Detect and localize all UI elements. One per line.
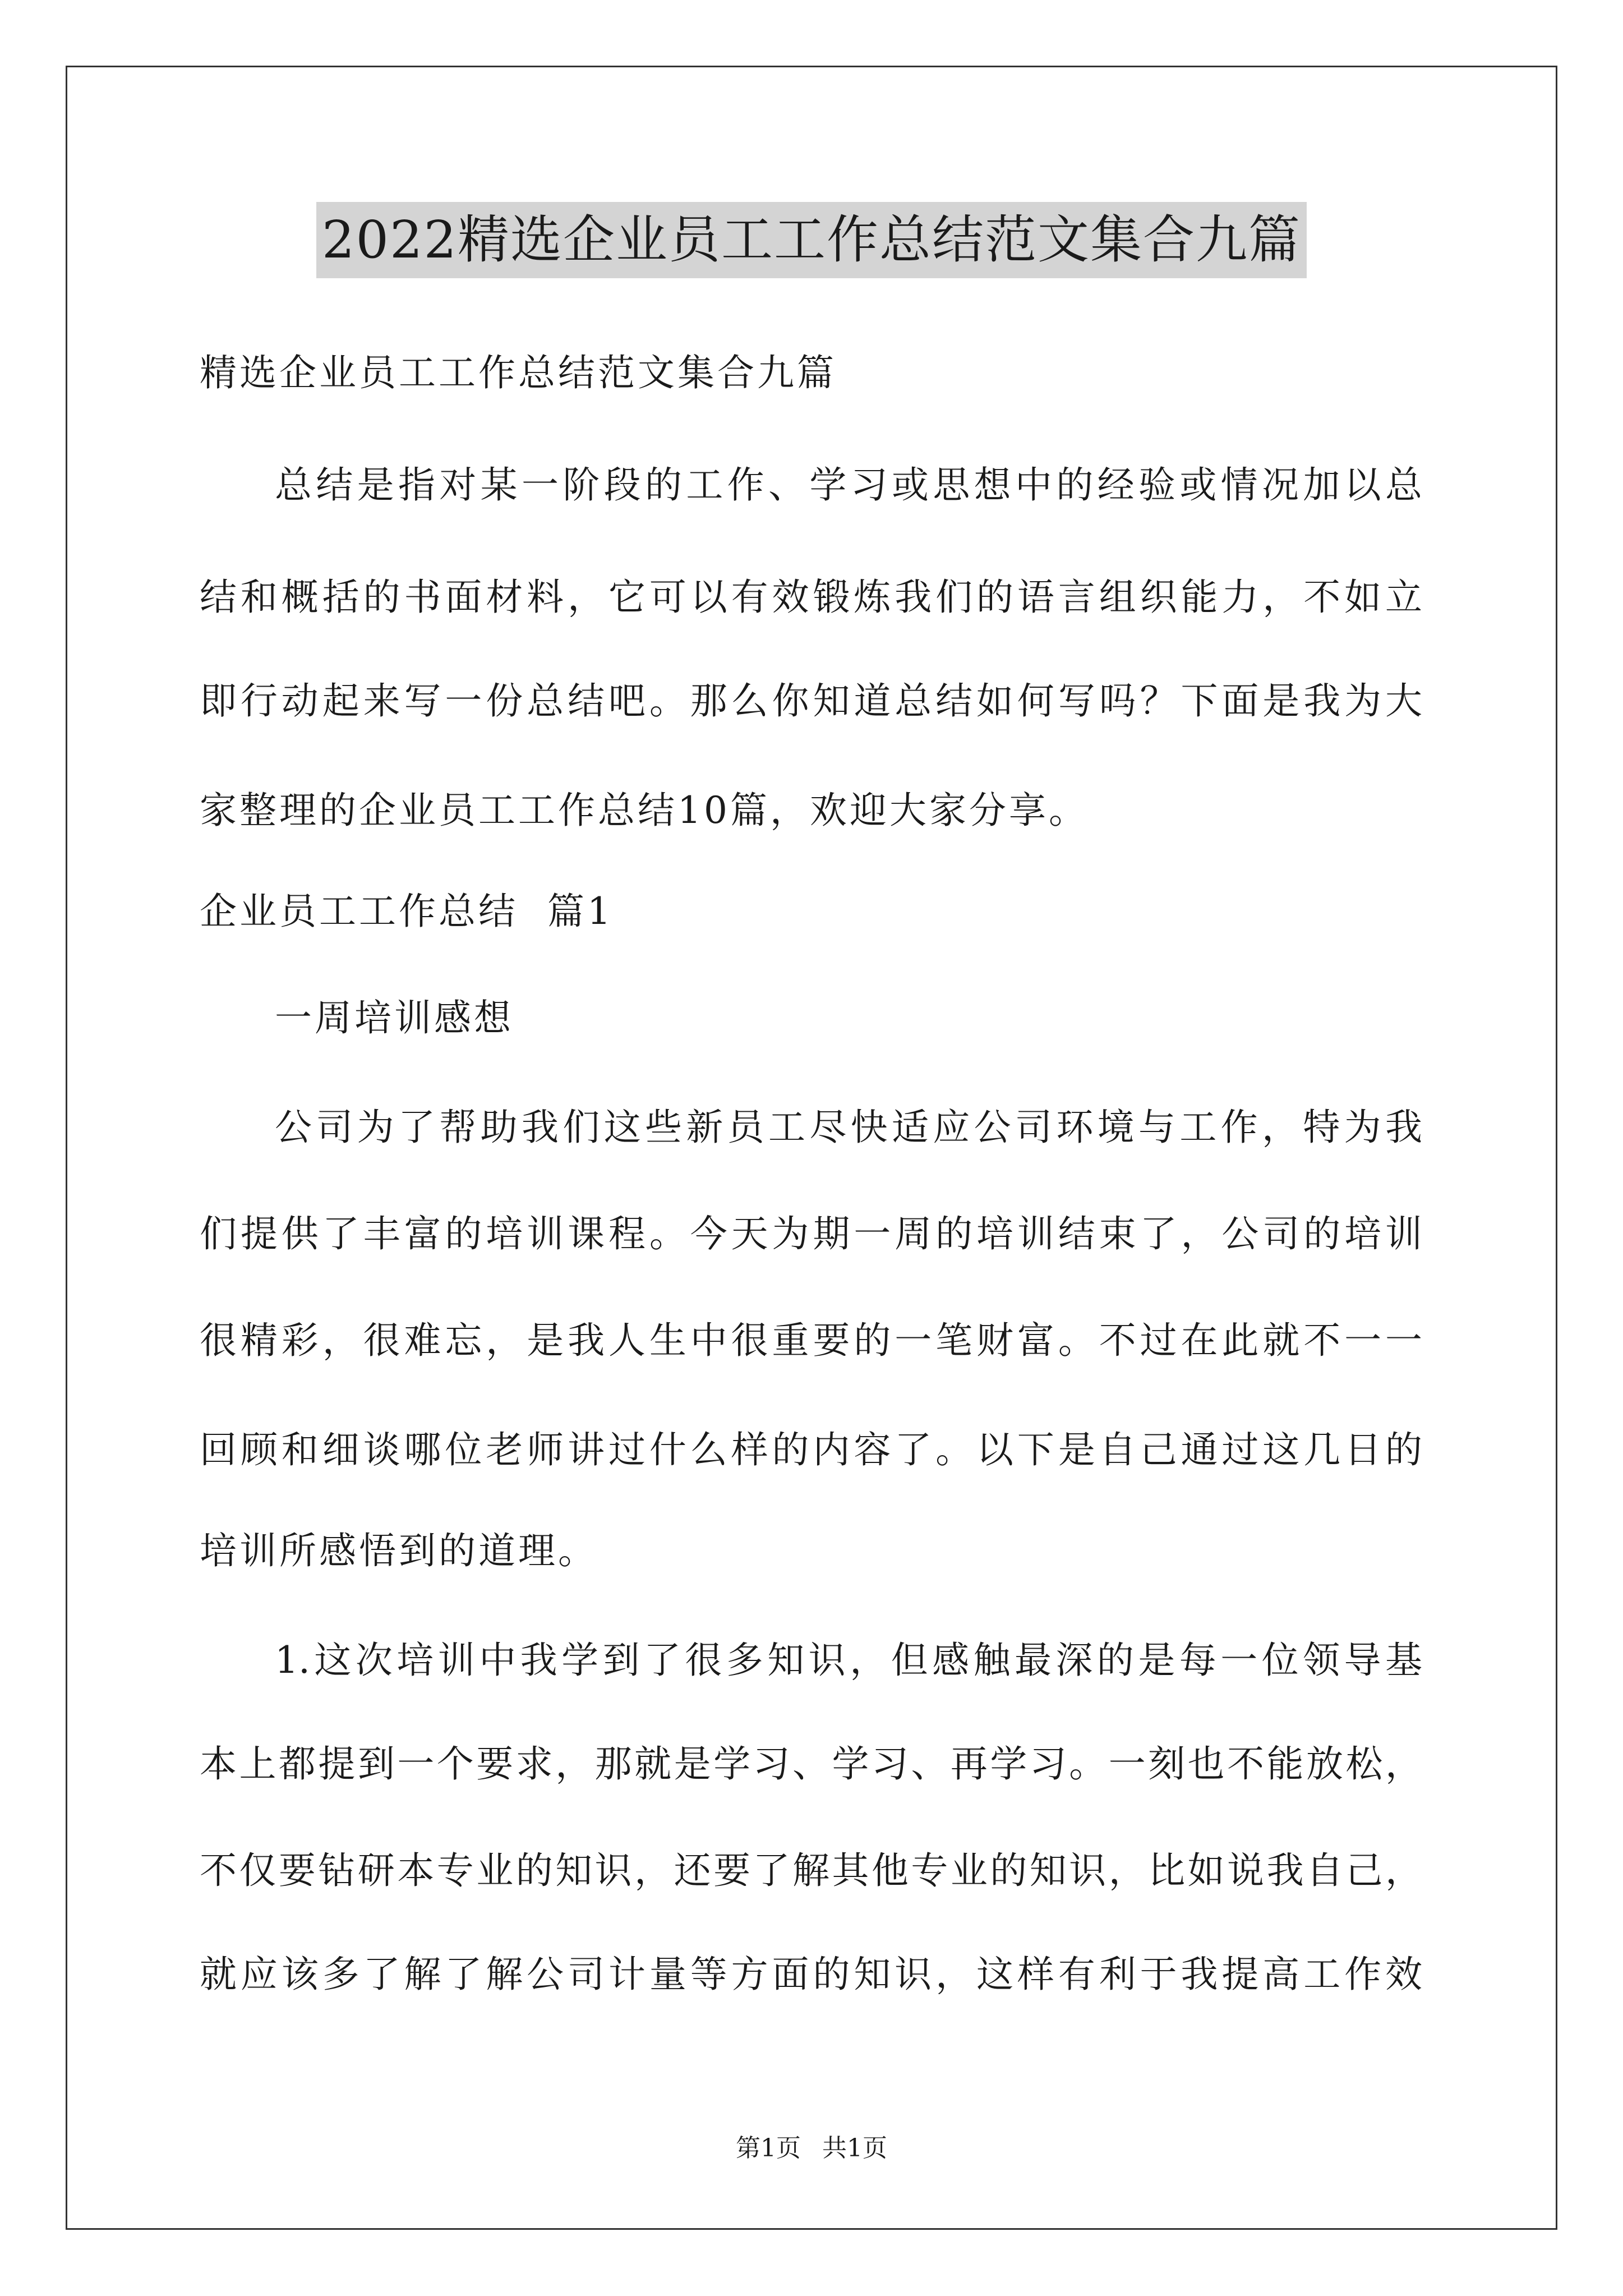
para2-line-2: 本上都提到一个要求，那就是学习、学习、再学习。一刻也不能放松，	[200, 1742, 1422, 1786]
intro-line-4: 家整理的企业员工工作总结10篇，欢迎大家分享。	[200, 789, 1089, 832]
document-title: 2022精选企业员工工作总结范文集合九篇	[316, 202, 1307, 278]
section-heading: 企业员工工作总结 篇1	[200, 890, 614, 933]
para2-line-4: 就应该多了解了解公司计量等方面的知识，这样有利于我提高工作效	[200, 1953, 1422, 1996]
intro-line-1: 总结是指对某一阶段的工作、学习或思想中的经验或情况加以总	[275, 463, 1422, 507]
document-subtitle: 精选企业员工工作总结范文集合九篇	[200, 351, 837, 394]
page-total: 共1页	[822, 2134, 887, 2162]
para1-line-1: 公司为了帮助我们这些新员工尽快适应公司环境与工作，特为我	[275, 1106, 1422, 1149]
para2-line-3: 不仅要钻研本专业的知识，还要了解其他专业的知识，比如说我自己，	[200, 1849, 1422, 1892]
section-subheading: 一周培训感想	[275, 996, 514, 1039]
page-footer	[0, 2132, 1623, 2165]
para2-line-1: 1.这次培训中我学到了很多知识，但感触最深的是每一位领导基	[275, 1639, 1422, 1682]
para1-line-2: 们提供了丰富的培训课程。今天为期一周的培训结束了，公司的培训	[200, 1212, 1422, 1255]
para1-line-5: 培训所感悟到的道理。	[200, 1529, 598, 1572]
intro-line-3: 即行动起来写一份总结吧。那么你知道总结如何写吗？下面是我为大	[200, 679, 1422, 723]
intro-line-2: 结和概括的书面材料，它可以有效锻炼我们的语言组织能力，不如立	[200, 576, 1422, 619]
title-wrap	[0, 202, 1623, 278]
page-number: 第1页	[736, 2134, 801, 2162]
para1-line-3: 很精彩，很难忘，是我人生中很重要的一笔财富。不过在此就不一一	[200, 1319, 1422, 1362]
para1-line-4: 回顾和细谈哪位老师讲过什么样的内容了。以下是自己通过这几日的	[200, 1428, 1422, 1471]
